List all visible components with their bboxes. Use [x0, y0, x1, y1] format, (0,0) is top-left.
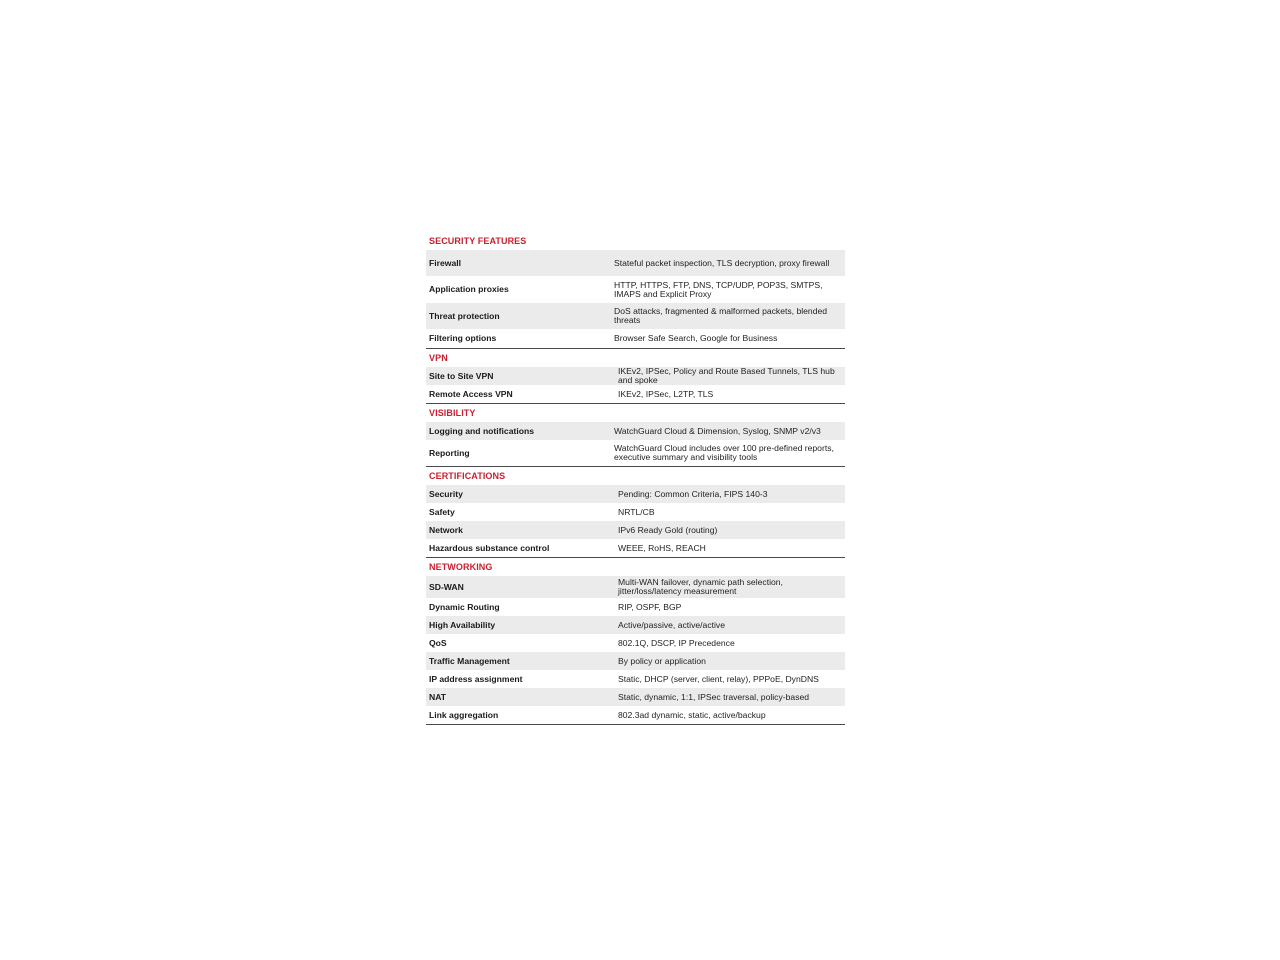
spec-label: Logging and notifications [429, 425, 535, 436]
section-visibility [426, 404, 845, 467]
spec-label: Security [429, 488, 463, 499]
spec-row-logging-notifications [426, 422, 845, 440]
spec-label: Site to Site VPN [429, 370, 494, 381]
spec-row-qos [426, 634, 845, 652]
spec-label: Application proxies [429, 284, 509, 294]
section-title: VPN [429, 353, 448, 363]
spec-value: Static, DHCP (server, client, relay), PPPoE, DynDNS [618, 673, 819, 684]
spec-row-firewall [426, 250, 845, 276]
spec-row-safety [426, 503, 845, 521]
spec-row-remote-access-vpn [426, 385, 845, 403]
spec-value: By policy or application [618, 655, 706, 666]
spec-row-sd-wan [426, 576, 845, 598]
spec-value: Pending: Common Criteria, FIPS 140-3 [618, 488, 768, 499]
spec-value: Active/passive, active/active [618, 619, 725, 630]
spec-label: Threat protection [429, 310, 500, 321]
spec-value: RIP, OSPF, BGP [618, 601, 682, 612]
section-title: VISIBILITY [429, 408, 476, 418]
spec-label: QoS [429, 637, 447, 648]
spec-value: WEEE, RoHS, REACH [618, 542, 706, 553]
spec-value: HTTP, HTTPS, FTP, DNS, TCP/UDP, POP3S, SMTPS, IMAPS and Explicit Proxy [614, 279, 823, 299]
spec-value: IKEv2, IPSec, Policy and Route Based Tunnels, TLS hub and spoke [618, 366, 835, 385]
spec-row-traffic-management [426, 652, 845, 670]
spec-value: Browser Safe Search, Google for Business [614, 333, 778, 343]
spec-value: DoS attacks, fragmented & malformed packets, blended threats [614, 306, 828, 325]
spec-row-site-to-site-vpn [426, 367, 845, 385]
spec-row-security [426, 485, 845, 503]
spec-label: High Availability [429, 619, 496, 630]
spec-label: SD-WAN [429, 581, 464, 592]
spec-value: IKEv2, IPSec, L2TP, TLS [618, 388, 714, 399]
spec-label: NAT [429, 691, 447, 702]
section-security-features [426, 232, 845, 349]
section-title: SECURITY FEATURES [429, 236, 527, 246]
spec-row-reporting [426, 440, 845, 466]
spec-value: WatchGuard Cloud includes over 100 pre-defined reports, executive summary and visibility tools [614, 443, 834, 462]
section-certifications [426, 467, 845, 558]
spec-label: Dynamic Routing [429, 601, 500, 612]
spec-label: Reporting [429, 447, 470, 458]
spec-sheet [426, 232, 845, 725]
spec-label: Filtering options [429, 333, 497, 343]
spec-row-threat-protection [426, 303, 845, 329]
spec-value: Multi-WAN failover, dynamic path selection, jitter/loss/latency measurement [618, 577, 783, 596]
spec-row-hazardous-substance-control [426, 539, 845, 557]
spec-value: IPv6 Ready Gold (routing) [618, 524, 718, 535]
spec-row-network [426, 521, 845, 539]
spec-label: IP address assignment [429, 673, 523, 684]
spec-label: Firewall [429, 257, 461, 268]
section-networking [426, 558, 845, 725]
spec-row-link-aggregation [426, 706, 845, 724]
spec-value: 802.1Q, DSCP, IP Precedence [618, 637, 735, 648]
spec-label: Safety [429, 506, 455, 517]
spec-label: Hazardous substance control [429, 542, 550, 553]
spec-row-high-availability [426, 616, 845, 634]
spec-row-filtering-options [426, 329, 845, 348]
spec-value: WatchGuard Cloud & Dimension, Syslog, SNMP v2/v3 [614, 425, 821, 436]
spec-row-nat [426, 688, 845, 706]
spec-value: Stateful packet inspection, TLS decryption, proxy firewall [614, 257, 830, 268]
spec-row-ip-address-assignment [426, 670, 845, 688]
section-title: CERTIFICATIONS [429, 471, 506, 481]
spec-label: Traffic Management [429, 655, 510, 666]
spec-value: NRTL/CB [618, 506, 655, 517]
section-title: NETWORKING [429, 562, 493, 572]
spec-label: Remote Access VPN [429, 388, 513, 399]
spec-label: Link aggregation [429, 709, 499, 720]
section-vpn [426, 349, 845, 404]
spec-label: Network [429, 524, 463, 535]
spec-value: 802.3ad dynamic, static, active/backup [618, 709, 766, 720]
spec-row-dynamic-routing [426, 598, 845, 616]
spec-value: Static, dynamic, 1:1, IPSec traversal, policy-based [618, 691, 810, 702]
spec-row-application-proxies [426, 276, 845, 303]
